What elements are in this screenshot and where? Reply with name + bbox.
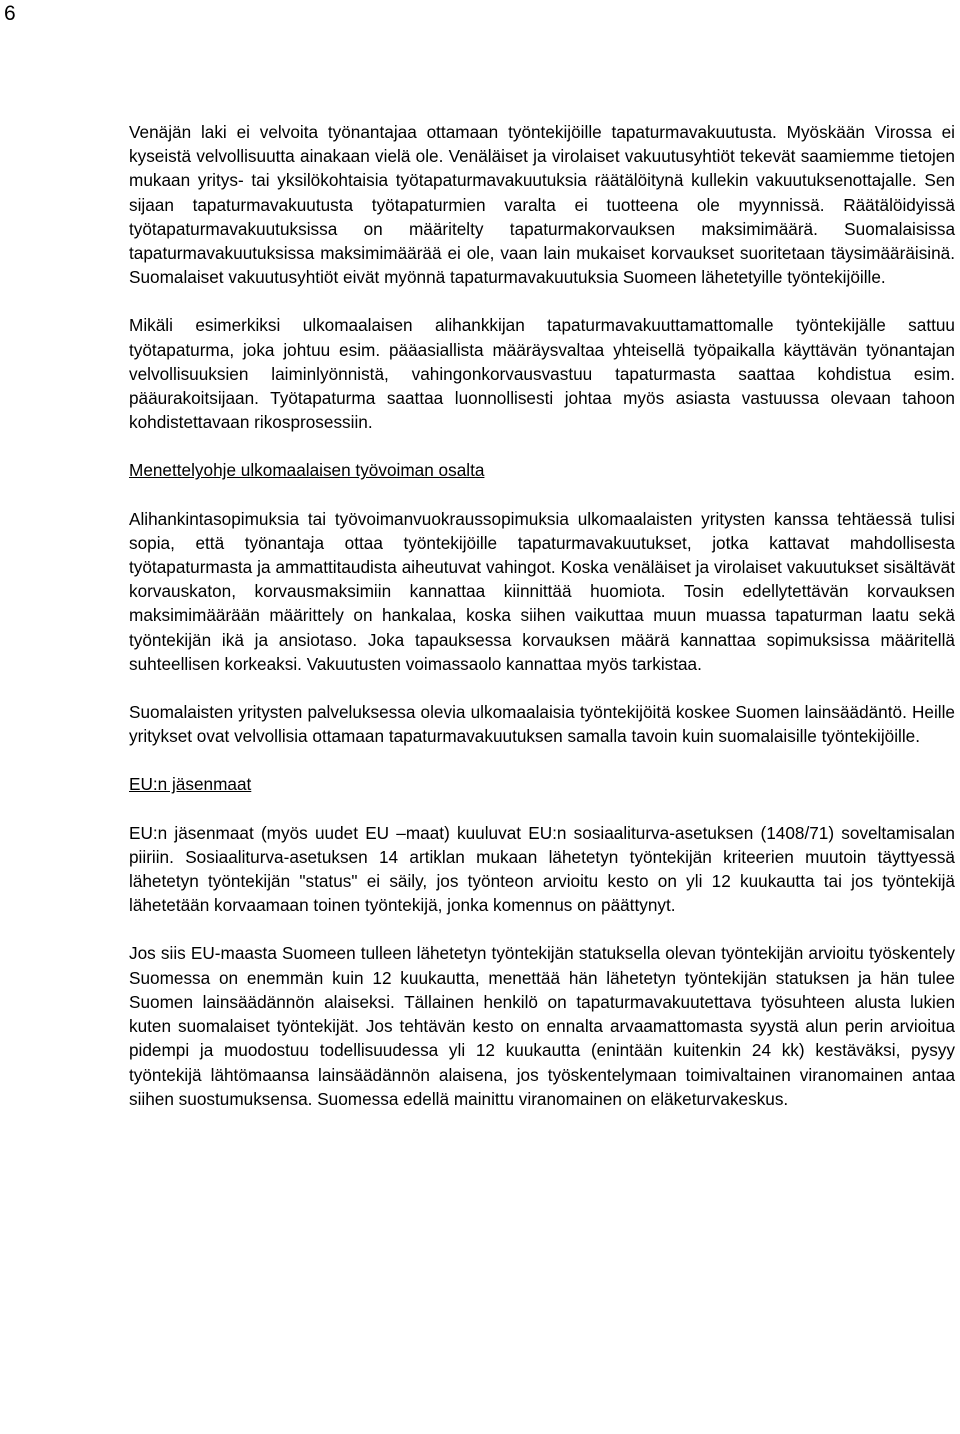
paragraph-gap bbox=[129, 676, 955, 700]
paragraph-gap bbox=[129, 483, 955, 507]
paragraph-gap bbox=[129, 748, 955, 772]
paragraph-finnish-employers: Suomalaisten yritysten palveluksessa olevia ulkomaalaisia työntekijöitä koskee Suomen lainsäädäntö. Heille yritykset ovat velvollisia ottamaan tapaturmavakuutuksen samalla tavoin kuin suomalaisille työntekijöille. bbox=[129, 702, 955, 747]
paragraph-gap bbox=[129, 917, 955, 941]
section-heading-procedure: Menettelyohje ulkomaalaisen työvoiman osalta bbox=[129, 460, 485, 481]
paragraph-eu-regulation: EU:n jäsenmaat (myös uudet EU –maat) kuuluvat EU:n sosiaaliturva-asetuksen (1408/71) soveltamisalan piiriin. Sosiaaliturva-asetuksen 14 artiklan mukaan lähetetyn työntekijän kriteerien muutoin täyttyessä lähetetyn työntekijän "status" ei säily, jos työnteon arvioitu kesto on yli 12 kuukautta tai jos työntekijä lähetetään korvaamaan toinen työntekijä, jonka komennus on päättynyt. bbox=[129, 822, 955, 916]
paragraph-gap bbox=[129, 797, 955, 821]
page-number: 6 bbox=[4, 2, 16, 25]
section-heading-eu-members: EU:n jäsenmaat bbox=[129, 774, 252, 795]
paragraph-russia-estonia-insurance: Venäjän laki ei velvoita työnantajaa ottamaan työntekijöille tapaturmavakuutusta. Myöskään Virossa ei kyseistä velvollisuutta ainakaan vielä ole. Venäläiset ja virolaiset vakuutusyhtiöt tekevät saamiemme tietojen mukaan yritys- tai yksilökohtaisia työtapaturmavakuutuksia räätälöitynä kullekin vakuutuksenottajalle. Sen sijaan tapaturmavakuutusta työtapaturmien varalta ei tuotteena ole myynnissä. Räätälöidyissä työtapaturmavakuutuksissa on määritelty tapaturmakorvauksen maksimimäärä. Suomalaisissa tapaturmavakuutuksissa maksimimäärää ei ole, vaan lain mukaiset korvaukset suoritetaan täysimääräisinä. Suomalaiset vakuutusyhtiöt eivät myönnä tapaturmavakuutuksia Suomeen lähetetyille työntekijöille. bbox=[129, 122, 955, 288]
paragraph-contract-guidance: Alihankintasopimuksia tai työvoimanvuokraussopimuksia ulkomaalaisten yritysten kanssa tehtäessä tulisi sopia, että työnantaja ottaa työntekijöille tapaturmavakuutukset, jotka kattavat mahdollisesta työtapaturmasta ja ammattitaudista aiheutuvat vahingot. Koska venäläiset ja virolaiset vakuutukset sisältävät korvauskaton, korvausmaksimiin kannattaa kiinnittää huomiota. Tosin edellytettävän korvauksen maksimimäärään määrittely on hankalaa, koska siihen vaikuttaa muun muassa tapaturman laatu sekä työntekijän ikä ja ansiotaso. Joka tapauksessa korvauksen määrä kannattaa sopimuksissa määritellä suhteellisen korkeaksi. Vakuutusten voimassaolo kannattaa myös tarkistaa. bbox=[129, 508, 955, 674]
document-body bbox=[129, 120, 955, 1111]
paragraph-gap bbox=[129, 289, 955, 313]
paragraph-subcontractor-liability: Mikäli esimerkiksi ulkomaalaisen alihankkijan tapaturmavakuuttamattomalle työntekijälle sattuu työtapaturma, joka johtuu esim. pääasiallista määräysvaltaa yhteisellä työpaikalla käyttävän työnantajan velvollisuuksien laiminlyönnistä, vahingonkorvausvastuu tapaturmasta saattaa kohdistua esim. pääurakoitsijaan. Työtapaturma saattaa luonnollisesti johtaa myös asiasta vastuussa olevaan tahoon kohdistettavaan rikosprosessiin. bbox=[129, 315, 955, 433]
paragraph-gap bbox=[129, 434, 955, 458]
paragraph-posted-worker-status: Jos siis EU-maasta Suomeen tulleen lähetetyn työntekijän statuksella olevan työntekijän arvioitu työskentely Suomessa on enemmän kuin 12 kuukautta, menettää hän lähetetyn työntekijän statuksen ja hän tulee Suomen lainsäädännön alaiseksi. Tällainen henkilö on tapaturmavakuutettava työsuhteen alusta lukien kuten suomalaiset työntekijät. Jos tehtävän kesto on ennalta arvaamattomasta syystä alun perin arvioitua pidempi ja muodostuu todellisuudessa yli 12 kuukautta (enintään kuitenkin 24 kk) kestäväksi, pysyy työntekijä lähtömaansa lainsäädännön alaisena, jos työskentelymaan toimivaltainen viranomainen antaa siihen suostumuksensa. Suomessa edellä mainittu viranomainen on eläketurvakeskus. bbox=[129, 943, 955, 1109]
